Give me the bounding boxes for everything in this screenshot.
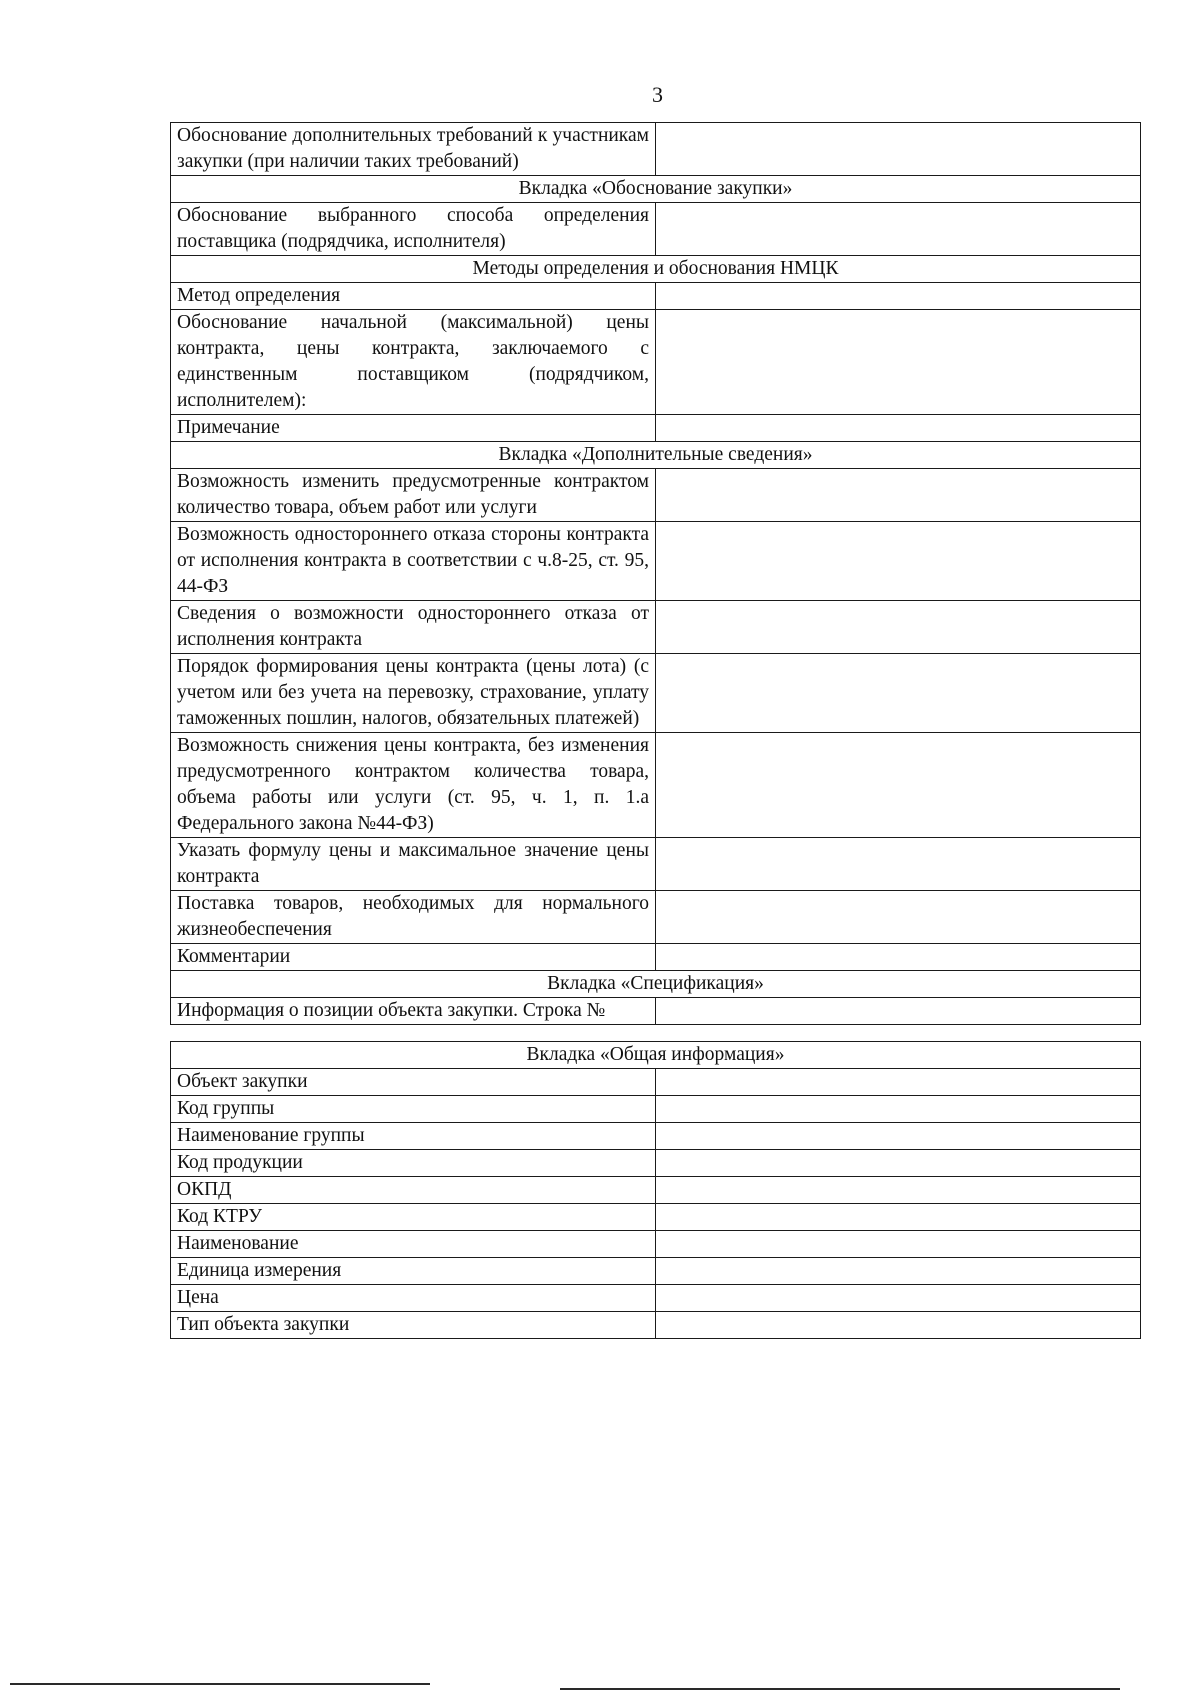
field-label: Возможность снижения цены контракта, без изменения предусмотренного контрактом количества товара, объема работы или услуги (ст. 95, ч. 1, п. 1.а Федерального закона №44-ФЗ) <box>171 733 656 838</box>
field-value-cell <box>656 1069 1141 1096</box>
field-label: Указать формулу цены и максимальное значение цены контракта <box>171 838 656 891</box>
field-value-cell <box>656 469 1141 522</box>
field-label: Примечание <box>171 415 656 442</box>
form-row <box>171 1123 1141 1150</box>
section-header: Вкладка «Спецификация» <box>171 971 1141 998</box>
field-value-cell <box>656 283 1141 310</box>
form-row <box>171 1096 1141 1123</box>
field-label: Объект закупки <box>171 1069 656 1096</box>
scan-line-bottom-right <box>560 1688 1120 1690</box>
field-value-cell <box>656 891 1141 944</box>
field-label: Поставка товаров, необходимых для нормального жизнеобеспечения <box>171 891 656 944</box>
field-value-cell <box>656 1231 1141 1258</box>
field-value-cell <box>656 1258 1141 1285</box>
section-header-row <box>171 1042 1141 1069</box>
form-row <box>171 654 1141 733</box>
spacer-cell <box>171 1025 1141 1042</box>
field-label: Обоснование дополнительных требований к участникам закупки (при наличии таких требований) <box>171 123 656 176</box>
field-value-cell <box>656 1177 1141 1204</box>
field-label: Обоснование начальной (максимальной) цены контракта, цены контракта, заключаемого с единственным поставщиком (подрядчиком, исполнителем): <box>171 310 656 415</box>
field-label: Метод определения <box>171 283 656 310</box>
field-label: Код группы <box>171 1096 656 1123</box>
form-row <box>171 944 1141 971</box>
field-label: Цена <box>171 1285 656 1312</box>
form-row <box>171 998 1141 1025</box>
section-header: Вкладка «Общая информация» <box>171 1042 1141 1069</box>
form-row <box>171 203 1141 256</box>
section-header-row <box>171 176 1141 203</box>
procurement-form-table <box>170 122 1141 1339</box>
field-label: Код КТРУ <box>171 1204 656 1231</box>
field-value-cell <box>656 203 1141 256</box>
page-number: 3 <box>652 82 663 107</box>
field-value-cell <box>656 1123 1141 1150</box>
section-header: Методы определения и обоснования НМЦК <box>171 256 1141 283</box>
field-label: Порядок формирования цены контракта (цены лота) (с учетом или без учета на перевозку, страхование, уплату таможенных пошлин, налогов, обязательных платежей) <box>171 654 656 733</box>
section-header-row <box>171 442 1141 469</box>
spacer-row <box>171 1025 1141 1042</box>
field-label: Тип объекта закупки <box>171 1312 656 1339</box>
field-value-cell <box>656 838 1141 891</box>
form-row <box>171 415 1141 442</box>
section-header-row <box>171 971 1141 998</box>
field-value-cell <box>656 522 1141 601</box>
field-label: Обоснование выбранного способа определения поставщика (подрядчика, исполнителя) <box>171 203 656 256</box>
field-value-cell <box>656 1150 1141 1177</box>
field-label: Информация о позиции объекта закупки. Строка № <box>171 998 656 1025</box>
form-row <box>171 1150 1141 1177</box>
form-row <box>171 733 1141 838</box>
form-row <box>171 601 1141 654</box>
field-label: Возможность одностороннего отказа стороны контракта от исполнения контракта в соответствии с ч.8-25, ст. 95, 44-ФЗ <box>171 522 656 601</box>
field-label: ОКПД <box>171 1177 656 1204</box>
field-value-cell <box>656 1312 1141 1339</box>
field-label: Единица измерения <box>171 1258 656 1285</box>
form-row <box>171 123 1141 176</box>
field-label: Сведения о возможности одностороннего отказа от исполнения контракта <box>171 601 656 654</box>
field-label: Наименование <box>171 1231 656 1258</box>
form-row <box>171 1258 1141 1285</box>
field-value-cell <box>656 998 1141 1025</box>
form-row <box>171 1069 1141 1096</box>
form-row <box>171 838 1141 891</box>
form-row <box>171 1312 1141 1339</box>
field-label: Код продукции <box>171 1150 656 1177</box>
field-value-cell <box>656 1285 1141 1312</box>
form-row <box>171 283 1141 310</box>
field-value-cell <box>656 1096 1141 1123</box>
field-value-cell <box>656 415 1141 442</box>
form-row <box>171 1231 1141 1258</box>
field-label: Возможность изменить предусмотренные контрактом количество товара, объем работ или услуги <box>171 469 656 522</box>
field-value-cell <box>656 601 1141 654</box>
section-header: Вкладка «Дополнительные сведения» <box>171 442 1141 469</box>
field-value-cell <box>656 1204 1141 1231</box>
field-value-cell <box>656 310 1141 415</box>
field-value-cell <box>656 123 1141 176</box>
form-row <box>171 522 1141 601</box>
scan-line-bottom-left <box>10 1683 430 1685</box>
field-label: Комментарии <box>171 944 656 971</box>
field-value-cell <box>656 654 1141 733</box>
form-body <box>171 123 1141 1339</box>
section-header: Вкладка «Обоснование закупки» <box>171 176 1141 203</box>
field-label: Наименование группы <box>171 1123 656 1150</box>
form-row <box>171 1177 1141 1204</box>
field-value-cell <box>656 944 1141 971</box>
section-header-row <box>171 256 1141 283</box>
form-row <box>171 469 1141 522</box>
form-row <box>171 1285 1141 1312</box>
form-row <box>171 310 1141 415</box>
form-row <box>171 891 1141 944</box>
field-value-cell <box>656 733 1141 838</box>
form-row <box>171 1204 1141 1231</box>
